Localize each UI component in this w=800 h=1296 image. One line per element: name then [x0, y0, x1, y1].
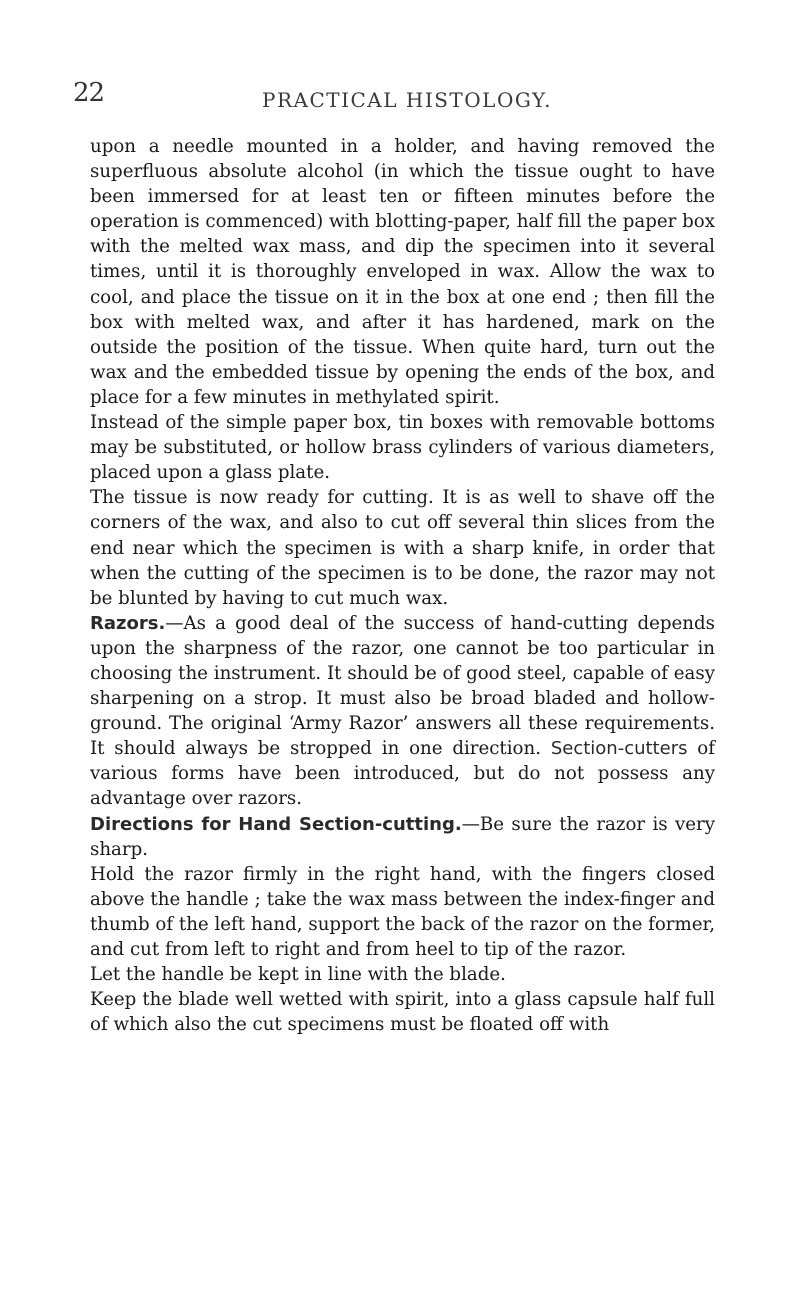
- paragraph: Keep the blade well wetted with spirit, into a glass capsule half full of which also the cut specimens must be floated off with: [90, 989, 715, 1036]
- section-cutters-heading: Section-cutters: [550, 738, 688, 760]
- razors-text: —As a good deal of the success of hand-cutting depends upon the sharpness of the razor, one cannot be too particular in choosing the instrument. It should be of good steel, capable of easy sharpening on a strop. It must also be broad bladed and hollow-ground. The original ‘Army Razor’ answers all these requirements. It should always be stropped in one direction.: [90, 612, 715, 760]
- directions-paragraph: [90, 812, 715, 862]
- razors-heading: Razors.: [90, 612, 166, 634]
- directions-heading: Directions for Hand Section-cutting.: [90, 813, 462, 835]
- running-title: PRACTICAL HISTOLOGY.: [262, 88, 552, 112]
- paragraph: Let the handle be kept in line with the blade.: [90, 964, 506, 986]
- paragraph: Hold the razor firmly in the right hand, with the fingers closed above the handle ; take the wax mass between the index-finger and thumb of the left hand, support the back of the razor on the former, and cut from left to right and from heel to tip of the razor.: [90, 863, 715, 960]
- body-text: [90, 134, 715, 1037]
- page-number: 22: [73, 78, 105, 108]
- paragraph: Instead of the simple paper box, tin boxes with removable bottoms may be substituted, or hollow brass cylinders of various diameters, placed upon a glass plate.: [90, 412, 715, 484]
- paragraph: upon a needle mounted in a holder, and having removed the superfluous absolute alcohol (in which the tissue ought to have been immersed for at least ten or fifteen minutes before the operation is commenced) with blotting-paper, half fill the paper box with the melted wax mass, and dip the specimen into it several times, until it is thoroughly enveloped in wax. Allow the wax to cool, and place the tissue on it in the box at one end ; then fill the box with melted wax, and after it has hardened, mark on the outside the position of the tissue. When quite hard, turn out the wax and the embedded tissue by opening the ends of the box, and place for a few minutes in methylated spirit.: [90, 136, 715, 408]
- razors-paragraph: [90, 611, 715, 812]
- paragraph: The tissue is now ready for cutting. It is as well to shave off the corners of the wax, and also to cut off several thin slices from the end near which the specimen is with a sharp knife, in order that when the cutting of the specimen is to be done, the razor may not be blunted by having to cut much wax.: [90, 487, 715, 609]
- directions-text: —Be sure the razor is very sharp.: [90, 813, 715, 860]
- section-cutters-text: of various forms have been introduced, but do not possess any advantage over razors.: [90, 738, 715, 810]
